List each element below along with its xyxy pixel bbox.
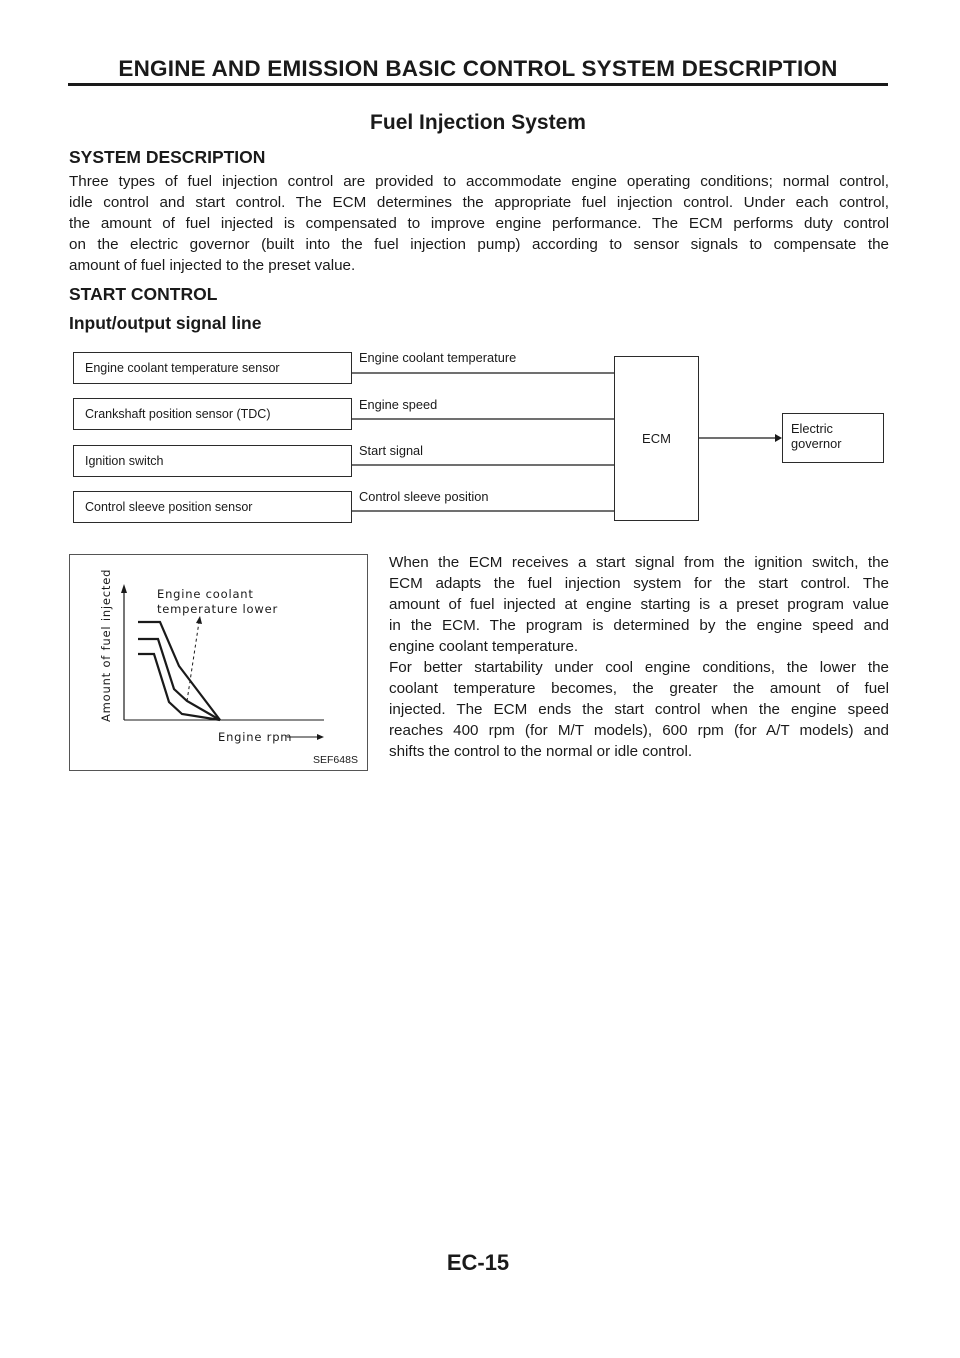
start-control-heading: START CONTROL: [69, 284, 218, 304]
y-axis-arrowhead-icon: [121, 584, 127, 593]
governor-label-line: governor: [791, 436, 842, 451]
sensor-box: Control sleeve position sensor: [73, 491, 352, 523]
page-number: EC-15: [446, 1250, 510, 1275]
system-description-line: amount of fuel injected to the preset value.: [69, 257, 356, 274]
explanation-line: amount of fuel injected at engine starting is a preset program value: [389, 596, 889, 613]
signal-label: Start signal: [359, 443, 424, 458]
start-control-explanation: [389, 552, 889, 762]
signal-line-subheading: Input/output signal line: [69, 313, 262, 333]
explanation-line: engine coolant temperature.: [389, 638, 579, 655]
sensor-box: Engine coolant temperature sensor: [73, 352, 352, 384]
sensor-box: Ignition switch: [73, 445, 352, 477]
fuel-injection-figure: [69, 554, 368, 771]
annotation-line: temperature lower: [157, 602, 278, 616]
explanation-line: injected. The ECM ends the start control when the engine speed: [389, 701, 889, 718]
governor-box: [782, 413, 884, 463]
signal-arrows: [0, 0, 960, 560]
signal-label: Engine speed: [359, 397, 438, 412]
curve-coldest: [138, 622, 220, 720]
system-description-line: idle control and start control. The ECM determines the appropriate fuel injection control. Under each control,: [69, 194, 889, 211]
curve-middle: [138, 639, 220, 720]
y-axis-label: Amount of fuel injected: [99, 568, 113, 722]
system-description-line: on the electric governor (built into the fuel injection pump) according to sensor signals to compensate the: [69, 236, 889, 253]
x-axis-label: Engine rpm: [218, 730, 293, 744]
system-description-line: the amount of fuel injected is compensated to improve engine performance. The ECM performs duty control: [69, 215, 889, 232]
explanation-line: in the ECM. The program is determined by the engine speed and: [389, 617, 889, 634]
running-header: ENGINE AND EMISSION BASIC CONTROL SYSTEM DESCRIPTION: [118, 56, 838, 81]
sensor-box: Crankshaft position sensor (TDC): [73, 398, 352, 430]
explanation-line: When the ECM receives a start signal from the ignition switch, the: [389, 554, 889, 571]
fuel-curve-graph: [70, 555, 367, 770]
explanation-line: For better startability under cool engine conditions, the lower the: [389, 659, 889, 676]
arrowhead-icon: [775, 434, 782, 442]
annotation-arrowhead-icon: [196, 616, 202, 624]
annotation-line: Engine coolant: [157, 587, 254, 601]
page-title: Fuel Injection System: [370, 111, 586, 134]
system-description-line: Three types of fuel injection control are provided to accommodate engine operating conditions; normal control,: [69, 173, 889, 190]
explanation-line: shifts the control to the normal or idle control.: [389, 743, 693, 760]
ecm-box: ECM: [614, 356, 699, 521]
figure-code: SEF648S: [313, 754, 358, 766]
x-label-arrowhead-icon: [317, 734, 324, 740]
explanation-line: reaches 400 rpm (for M/T models), 600 rpm (for A/T models) and: [389, 722, 889, 739]
explanation-line: ECM adapts the fuel injection system for the start control. The: [389, 575, 889, 592]
signal-label: Control sleeve position: [359, 489, 489, 504]
system-description-heading: SYSTEM DESCRIPTION: [69, 147, 266, 167]
governor-label-line: Electric: [791, 421, 833, 436]
signal-label: Engine coolant temperature: [359, 350, 517, 365]
explanation-line: coolant temperature becomes, the greater the amount of fuel: [389, 680, 889, 697]
